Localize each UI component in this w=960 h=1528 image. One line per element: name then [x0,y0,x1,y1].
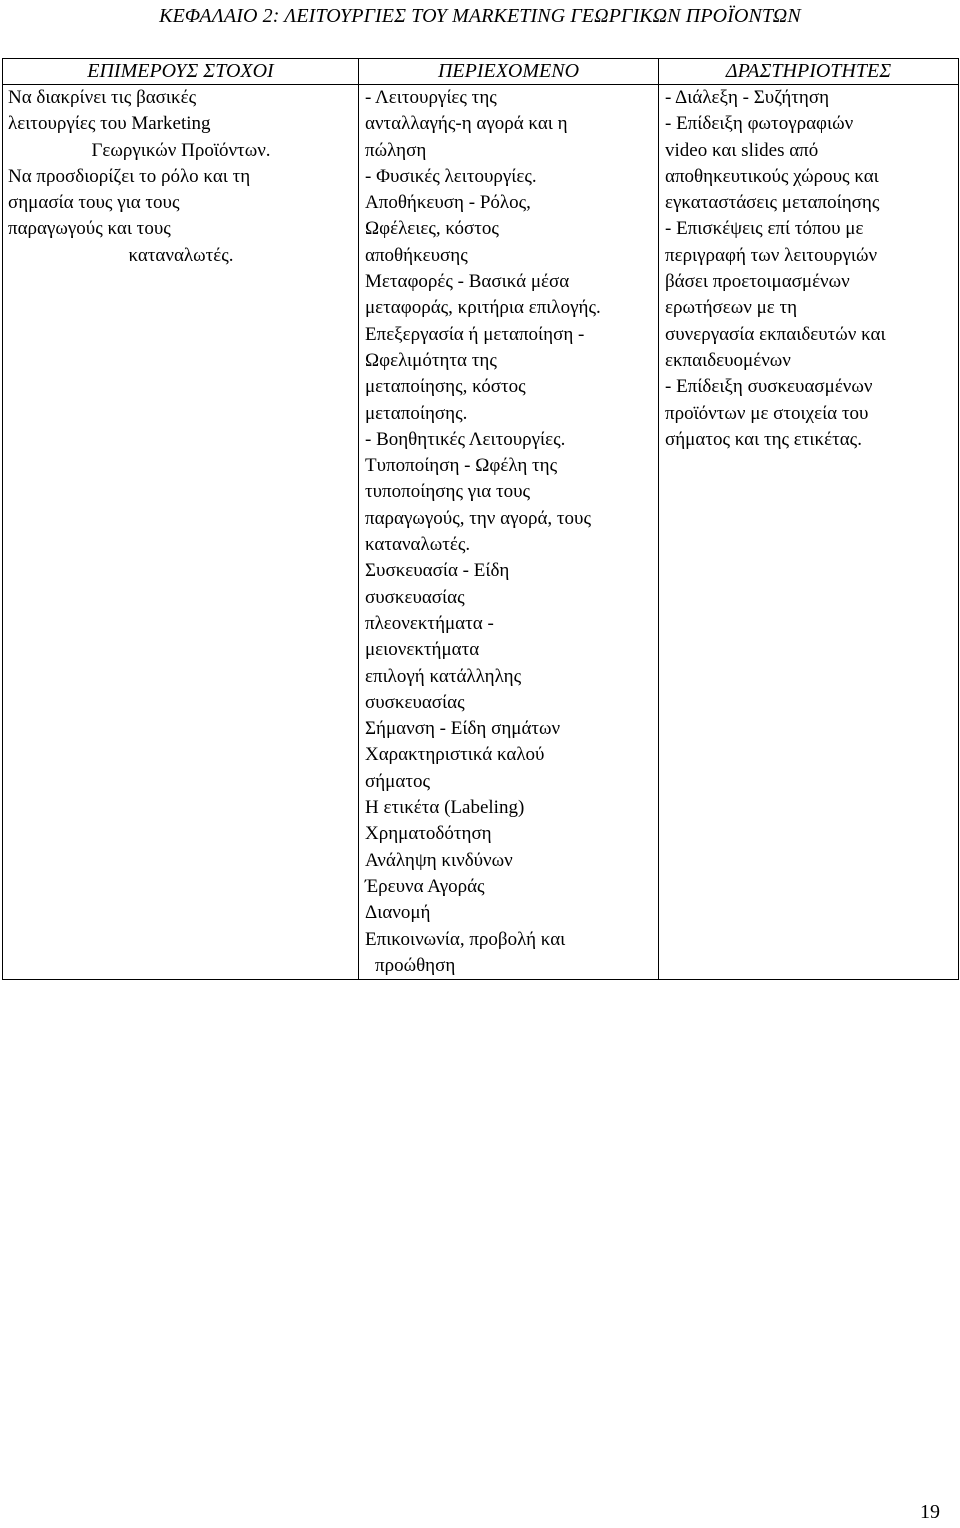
activity-line: - Επίδειξη φωτογραφιών [665,113,854,135]
content-line: ανταλλαγής-η αγορά και η [365,113,568,135]
content-line: πώληση [365,139,427,161]
activity-line: συνεργασία εκπαιδευτών και [665,323,886,345]
page-number: 19 [920,1501,940,1523]
activity-line: σήματος και της ετικέτας. [665,428,862,450]
content-line: Χρηματοδότηση [365,823,492,845]
table-header-row [3,59,959,85]
content-line: καταναλωτές. [365,534,471,556]
goal-line: παραγωγούς και τους [8,218,171,240]
content-line: μεταποίησης. [365,402,468,424]
content-line: σήματος [365,770,430,792]
content-line: Ωφελιμότητα της [365,349,497,371]
activity-line: αποθηκευτικούς χώρους και [665,165,879,187]
content-cell [359,85,659,980]
content-line: Τυποποίηση - Ωφέλη της [365,455,558,477]
content-line: Επεξεργασία ή μεταποίηση - [365,323,585,345]
activity-line: ερωτήσεων με τη [665,297,798,319]
content-line: συσκευασίας [365,586,465,608]
goal-line: καταναλωτές. [128,244,234,266]
content-line: παραγωγούς, την αγορά, τους [365,507,591,529]
content-line: - Βοηθητικές Λειτουργίες. [365,428,566,450]
content-line: - Λειτουργίες της [365,87,497,108]
goal-line: Να προσδιορίζει το ρόλο και τη [8,165,251,187]
activities-cell [659,85,959,980]
goal-line: Γεωργικών Προϊόντων. [91,139,271,161]
goal-line: σημασία τους για τους [8,192,180,214]
content-line: Ανάληψη κινδύνων [365,849,513,871]
content-line: επιλογή κατάλληλης [365,665,522,687]
goals-cell [3,85,359,980]
column-header-content: ΠΕΡΙΕΧΟΜΕΝΟ [359,59,659,85]
activity-line: - Επίδειξη συσκευασμένων [665,376,873,398]
activity-line: εκπαιδευομένων [665,349,791,371]
column-header-activities: ΔΡΑΣΤΗΡΙΟΤΗΤΕΣ [659,59,959,85]
goal-line: λειτουργίες του Marketing [8,113,211,135]
content-line: Ωφέλειες, κόστος [365,218,499,240]
activity-line: βάσει προετοιμασμένων [665,271,850,293]
content-line: μειονεκτήματα [365,639,480,661]
activity-line: video και slides από [665,139,819,161]
content-line: τυποποίησης για τους [365,481,531,503]
content-line: Επικοινωνία, προβολή και [365,928,566,950]
chapter-title: ΚΕΦΑΛΑΙΟ 2: ΛΕΙΤΟΥΡΓΙΕΣ ΤΟΥ MARKETING ΓΕΩΡΓΙΚΩΝ ΠΡΟΪΟΝΤΩΝ [159,5,801,27]
activity-line: - Επισκέψεις επί τόπου με [665,218,864,240]
content-line: Χαρακτηριστικά καλού [365,744,545,766]
activity-line: προϊόντων με στοιχεία του [665,402,869,424]
content-line: μεταφοράς, κριτήρια επιλογής. [365,297,601,319]
content-line: αποθήκευσης [365,244,468,266]
content-line: Συσκευασία - Είδη [365,560,510,582]
content-line: Έρευνα Αγοράς [365,875,485,897]
activity-line: εγκαταστάσεις μεταποίησης [665,192,880,214]
curriculum-table [2,58,959,980]
table-row [3,85,959,980]
content-line: - Φυσικές λειτουργίες. [365,165,537,187]
content-line: Μεταφορές - Βασικά μέσα [365,271,570,293]
column-header-goals: ΕΠΙΜΕΡΟΥΣ ΣΤΟΧΟΙ [3,59,359,85]
content-line: Σήμανση - Είδη σημάτων [365,718,561,740]
activity-line: - Διάλεξη - Συζήτηση [665,87,830,108]
content-line: προώθηση [375,954,456,976]
content-line: πλεονεκτήματα - [365,612,494,634]
content-line: μεταποίησης, κόστος [365,376,526,398]
content-line: συσκευασίας [365,691,465,713]
content-line: Αποθήκευση - Ρόλος, [365,192,531,214]
content-line: Η ετικέτα (Labeling) [365,797,525,819]
content-line: Διανομή [365,902,431,924]
goal-line: Να διακρίνει τις βασικές [8,87,197,108]
activity-line: περιγραφή των λειτουργιών [665,244,878,266]
